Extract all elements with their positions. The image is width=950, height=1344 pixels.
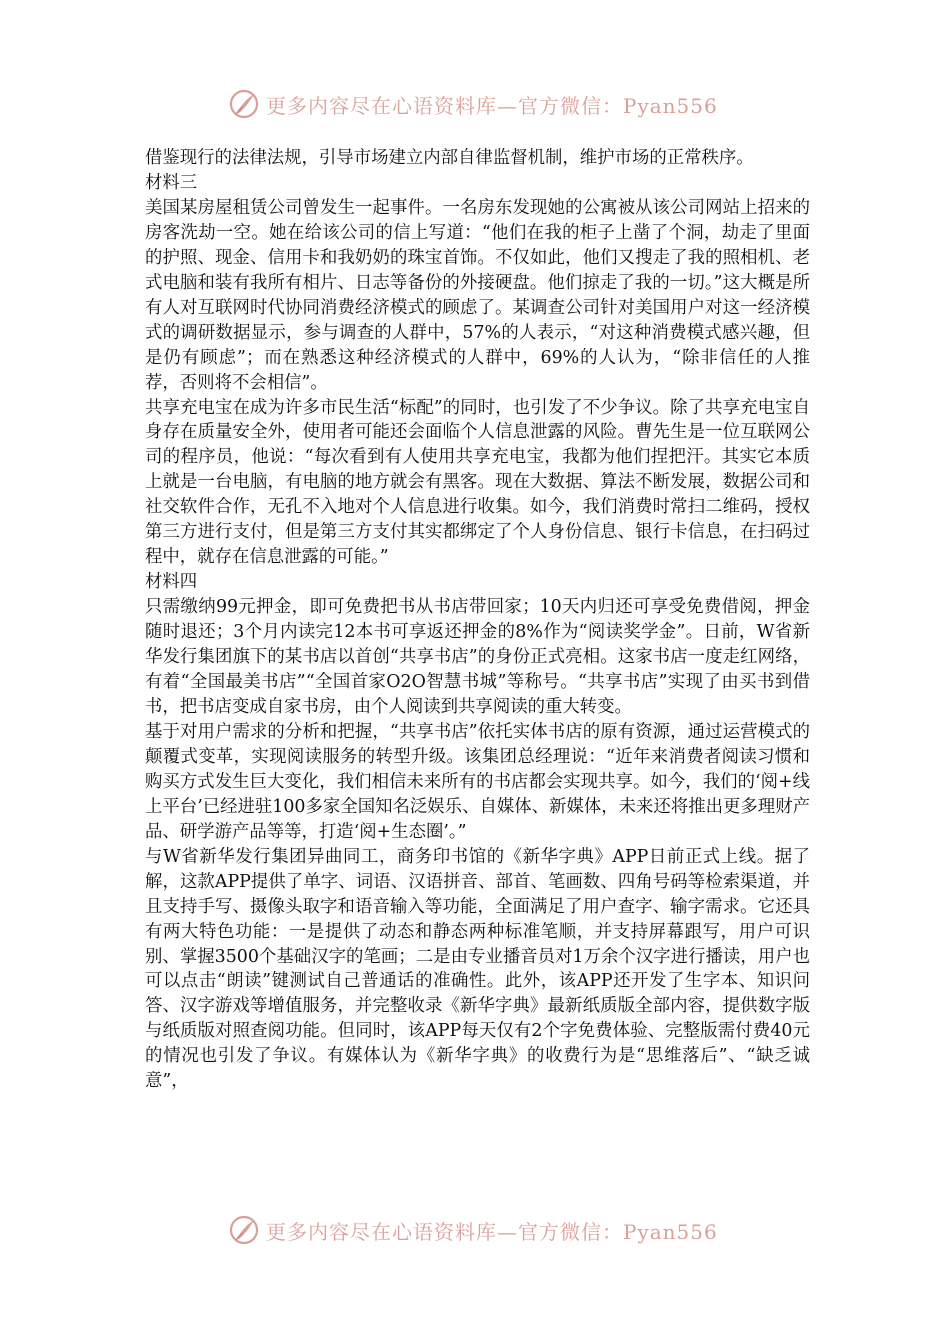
paragraph: 借鉴现行的法律法规，引导市场建立内部自律监督机制，维护市场的正常秩序。 bbox=[145, 148, 754, 168]
paragraph: 与W省新华发行集团异曲同工，商务印书馆的《新华字典》APP日前正式上线。据了解，这款APP提供了单字、词语、汉语拼音、部首、笔画数、四角号码等检索渠道，并且支持手写、摄像头取字和语音输入等功能，全面满足了用户查字、输字需求。它还具有两大特色功能：一是提供了动态和静态两种标准笔顺，并支持屏幕跟写，用户可识别、掌握3500个基础汉字的笔画；二是由专业播音员对1万余个汉字进行播读，用户也可以点击“朗读”键测试自己普通话的准确性。此外，该APP还开发了生字本、知识问答、汉字游戏等增值服务，并完整收录《新华字典》最新纸质版全部内容，提供数字版与纸质版对照查阅功能。但同时，该APP每天仅有2个字免费体验、完整版需付费40元的情况也引发了争议。有媒体认为《新华字典》的收费行为是“思维落后”、“缺乏诚意”， bbox=[145, 846, 810, 1092]
document-body bbox=[145, 146, 810, 1094]
section-heading: 材料四 bbox=[145, 572, 198, 593]
header-watermark bbox=[228, 84, 728, 124]
watermark-text: 更多内容尽在心语资料库—官方微信：Pyan556 bbox=[266, 1219, 718, 1244]
watermark-text: 更多内容尽在心语资料库—官方微信：Pyan556 bbox=[266, 93, 718, 118]
paragraph: 美国某房屋租赁公司曾发生一起事件。一名房东发现她的公寓被从该公司网站上招来的房客洗劫一空。她在给该公司的信上写道：“他们在我的柜子上凿了个洞，劫走了里面的护照、现金、信用卡和我奶奶的珠宝首饰。不仅如此，他们又搜走了我的照相机、老式电脑和装有我所有相片、日志等备份的外接硬盘。他们掠走了我的一切。”这大概是所有人对互联网时代协同消费经济模式的顾虑了。某调查公司针对美国用户对这一经济模式的调研数据显示，参与调查的人群中，57%的人表示，“对这种消费模式感兴趣，但是仍有顾虑”；而在熟悉这种经济模式的人群中，69%的人认为，“除非信任的人推荐，否则将不会相信”。 bbox=[145, 197, 810, 393]
feather-pen-icon bbox=[228, 88, 260, 120]
paragraph: 共享充电宝在成为许多市民生活“标配”的同时，也引发了不少争议。除了共享充电宝自身存在质量安全外，使用者可能还会面临个人信息泄露的风险。曹先生是一位互联网公司的程序员，他说：“每次看到有人使用共享充电宝，我都为他们捏把汗。其实它本质上就是一台电脑，有电脑的地方就会有黑客。现在大数据、算法不断发展，数据公司和社交软件合作，无孔不入地对个人信息进行收集。如今，我们消费时常扫二维码，授权第三方进行支付，但是第三方支付其实都绑定了个人身份信息、银行卡信息，在扫码过程中，就存在信息泄露的可能。” bbox=[145, 397, 810, 568]
paragraph: 只需缴纳99元押金，即可免费把书从书店带回家；10天内归还可享受免费借阅，押金随时退还；3个月内读完12本书可享返还押金的8%作为“阅读奖学金”。日前，W省新华发行集团旗下的某书店以首创“共享书店”的身份正式亮相。这家书店一度走红网络，有着“全国最美书店”“全国首家O2O智慧书城”等称号。“共享书店”实现了由买书到借书，把书店变成自家书房，由个人阅读到共享阅读的重大转变。 bbox=[145, 597, 810, 717]
feather-pen-icon bbox=[228, 1214, 260, 1246]
footer-watermark bbox=[228, 1210, 728, 1250]
section-heading: 材料三 bbox=[145, 172, 198, 193]
paragraph: 基于对用户需求的分析和把握，“共享书店”依托实体书店的原有资源，通过运营模式的颠覆式变革，实现阅读服务的转型升级。该集团总经理说：“近年来消费者阅读习惯和购买方式发生巨大变化，我们相信未来所有的书店都会实现共享。如今，我们的‘阅+线上平台’已经进驻100多家全国知名泛娱乐、自媒体、新媒体，未来还将推出更多理财产品、研学游产品等等，打造‘阅+生态圈’。” bbox=[145, 721, 810, 842]
